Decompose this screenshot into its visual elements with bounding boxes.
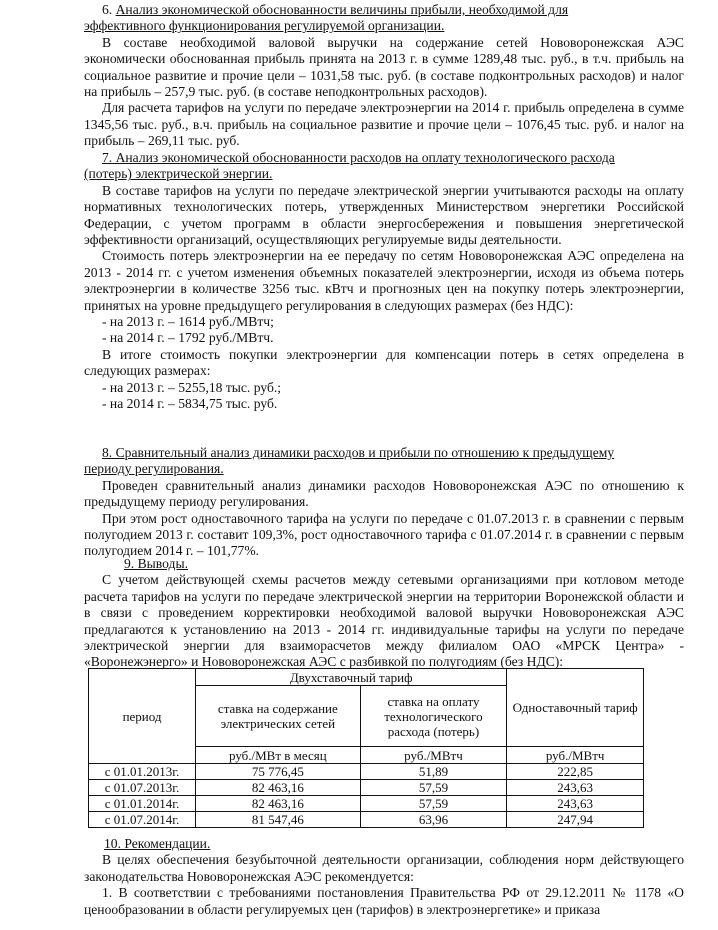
loss-price-list [84,314,684,347]
section-6-heading-line1: Анализ экономической обоснованности величины прибыли, необходимой для [115,2,569,17]
header-two-part-tariff: Двухставочный тариф [196,669,507,686]
section-7-paragraph-1: В составе тарифов на услуги по передаче электрической энергии учитываются расходы на оплату нормативных технологических потерь, утвержденных Министерством энергетики Российской Федерации, с учетом программ в области энергосбережения и повышения энергетической эффективности организаций, осуществляющих регулируемые виды деятельности. [84,182,684,248]
section-7-heading-p2 [84,166,684,182]
table-cell-loss: 57,59 [360,796,507,812]
table-cell-single: 243,63 [507,796,644,812]
section-6-paragraph-2: Для расчета тарифов на услуги по передаче электроэнергии на 2014 г. прибыль определена в сумме 1345,56 тыс. руб., в.ч. прибыль на социальное развитие и прочие цели – 1076,45 тыс. руб. и налог на прибыль – 269,11 тыс. руб. [84,100,684,149]
table-cell-period: с 01.07.2014г. [89,812,196,828]
table-cell-single: 222,85 [507,764,644,780]
header-maintenance-rate: ставка на содержание электрических сетей [196,686,361,747]
section-7-heading-p1 [84,150,684,166]
unit-single: руб./МВтч [507,747,644,764]
tariff-table [88,668,644,828]
section-6-number: 6. [102,2,113,17]
table-cell-loss: 51,89 [360,764,507,780]
section-10-paragraph-2: 1. В соответствии с требованиями постановления Правительства РФ от 29.12.2011 № 1178 «О ценообразовании в области регулируемых цен (тарифов) в электроэнергетике» и приказа [84,885,684,917]
table-cell-period: с 01.01.2013г. [89,764,196,780]
table-row [89,764,644,780]
section-10-heading-p [84,836,684,852]
section-7-heading-line1: 7. Анализ экономической обоснованности расходов на оплату технологического расхода [102,150,615,165]
unit-loss: руб./МВтч [360,747,507,764]
section-7-paragraph-2: Стоимость потерь электроэнергии на ее передачу по сетям Нововоронежская АЭС определена на 2013 - 2014 гг. с учетом изменения объемных показателей электроэнергии, исходя из объема потерь электроэнергии в количестве 3256 тыс. кВтч и прогнозных цен на покупку потерь электроэнергии, принятых на уровне предыдущего регулирования в следующих размерах (без НДС): [84,248,684,313]
table-cell-loss: 57,59 [360,780,507,796]
section-8 [84,445,684,560]
section-6-paragraph-1: В составе необходимой валовой выручки на содержание сетей Нововоронежская АЭС экономически обоснованная прибыль принята на 2013 г. в сумме 1289,48 тыс. руб., в т.ч. прибыль на социальное развитие и прочие цели – 1031,58 тыс. руб. (в составе подконтрольных расходов) и налог на прибыль – 257,9 тыс. руб. (в составе неподконтрольных расходов). [84,34,684,100]
section-6-heading-line2-p [84,18,684,34]
section-7-paragraph-3: В итоге стоимость покупки электроэнергии для компенсации потерь в сетях определена в следующих размерах: [84,346,684,379]
section-8-heading-line2: периоду регулирования. [84,461,224,477]
list-item: - на 2014 г. – 5834,75 тыс. руб. [102,396,278,412]
list-item: - на 2014 г. – 1792 руб./МВтч. [102,330,274,346]
unit-maintenance: руб./МВт в месяц [196,747,361,764]
list-item: - на 2013 г. – 1614 руб./МВтч; [102,314,274,330]
section-10 [84,836,684,918]
section-7 [84,150,684,413]
section-6-heading [84,2,684,18]
section-8-paragraph-2: При этом рост одноставочного тарифа на услуги по передаче с 01.07.2013 г. в сравнении с первым полугодием 2013 г. составит 109,3%, рост одноставочного тарифа с 01.07.2014 г. в сравнении с первым полугодием 2014 г. – 101,77%. [84,510,684,559]
table-cell-single: 247,94 [507,812,644,828]
table-cell-maintenance: 82 463,16 [196,796,361,812]
list-item: - на 2013 г. – 5255,18 тыс. руб.; [102,379,282,395]
section-6 [84,2,684,150]
table-cell-maintenance: 75 776,45 [196,764,361,780]
section-10-heading: 10. Рекомендации. [104,836,211,851]
section-8-heading-line1: 8. Сравнительный анализ динамики расходов и прибыли по отношению к предыдущему [102,445,615,460]
header-period: период [89,669,196,764]
table-row [89,796,644,812]
table-cell-single: 243,63 [507,780,644,796]
section-8-heading-p2 [84,461,684,477]
table-cell-period: с 01.07.2013г. [89,780,196,796]
table-cell-period: с 01.01.2014г. [89,796,196,812]
section-6-heading-line2: эффективного функционирования регулируемой организации. [84,18,445,34]
table-row [89,812,644,828]
header-single-rate-tariff: Одноставочный тариф [507,669,644,747]
section-10-paragraph-1: В целях обеспечения безубыточной деятельности организации, соблюдения норм действующего законодательства Нововоронежская АЭС рекомендуется: [84,852,684,884]
loss-cost-list [84,380,684,413]
section-7-heading-line2: (потерь) электрической энергии. [84,166,273,182]
section-9-paragraph-1: С учетом действующей схемы расчетов между сетевыми организациями при котловом методе расчета тарифов на услуги по передаче электрической энергии на территории Воронежской области и в связи с проведением корректировки необходимой валовой выручки Нововоронежская АЭС предлагаются к установлению на 2013 - 2014 гг. индивидуальные тарифы на услуги по передаче электрической энергии для взаиморасчетов между филиалом ОАО «МРСК Центра» - «Воронежэнерго» и Нововоронежская АЭС с разбивкой по полугодиям (без НДС): [84,572,684,670]
section-8-heading-p1 [84,445,684,461]
section-9-heading-p [84,556,684,572]
table-row [89,780,644,796]
table-cell-maintenance: 82 463,16 [196,780,361,796]
section-8-paragraph-1: Проведен сравнительный анализ динамики расходов Нововоронежская АЭС по отношению к предыдущему периоду регулирования. [84,477,684,510]
section-9-heading: 9. Выводы. [124,556,188,571]
header-loss-rate: ставка на оплату технологического расхода (потерь) [360,686,507,747]
table-cell-loss: 63,96 [360,812,507,828]
section-9 [84,556,684,671]
table-cell-maintenance: 81 547,46 [196,812,361,828]
